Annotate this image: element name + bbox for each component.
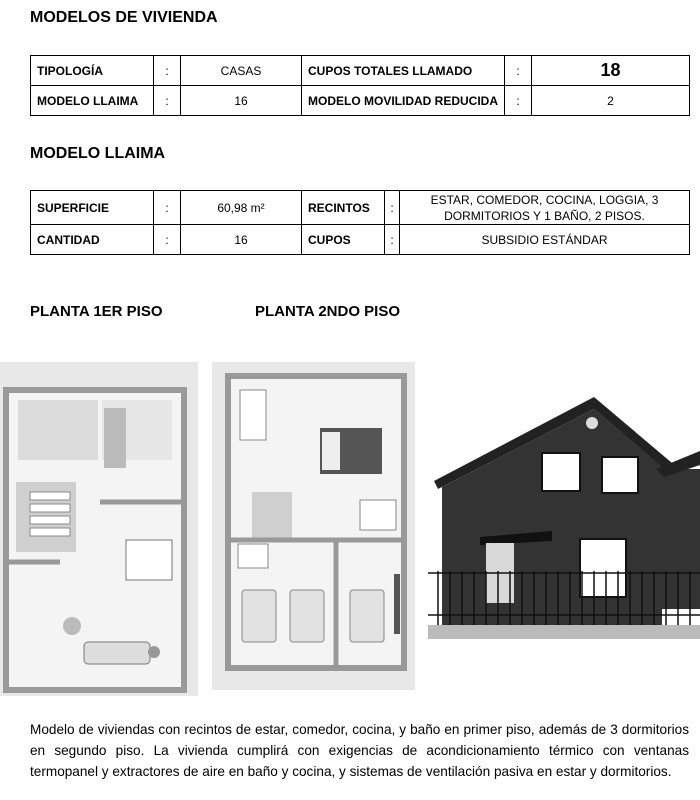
label-cupos: CUPOS	[302, 225, 385, 255]
label-modelo-llaima: MODELO LLAIMA	[31, 86, 154, 116]
table-row	[31, 86, 690, 116]
label-cupos-totales: CUPOS TOTALES LLAMADO	[302, 56, 505, 86]
floor-plan-2nd-floor-image	[212, 362, 415, 690]
separator: :	[505, 56, 532, 86]
separator: :	[385, 225, 400, 255]
value-cupos: SUBSIDIO ESTÁNDAR	[400, 225, 690, 255]
heading-modelos-de-vivienda: MODELOS DE VIVIENDA	[30, 9, 218, 26]
value-tipologia: CASAS	[181, 56, 302, 86]
value-modelo-llaima: 16	[181, 86, 302, 116]
label-movilidad-reducida: MODELO MOVILIDAD REDUCIDA	[302, 86, 505, 116]
value-cantidad: 16	[181, 225, 302, 255]
model-description: Modelo de viviendas con recintos de estar, comedor, cocina, y baño en primer piso, además de 3 dormitorios en segundo piso. La vivienda cumplirá con exigencias de acondicionamiento térmico con ventanas termopanel y extractores de aire en baño y cocina, y sistemas de ventilación pasiva en estar y dormitorios.	[30, 722, 689, 779]
separator: :	[154, 225, 181, 255]
floor-plan-1st-floor-image	[0, 362, 198, 696]
separator: :	[505, 86, 532, 116]
value-superficie: 60,98 m²	[181, 191, 302, 225]
value-cupos-totales: 18	[532, 56, 690, 86]
value-recintos: ESTAR, COMEDOR, COCINA, LOGGIA, 3 DORMITORIOS Y 1 BAÑO, 2 PISOS.	[400, 191, 690, 225]
table-modelo-llaima	[30, 190, 690, 255]
label-cantidad: CANTIDAD	[31, 225, 154, 255]
house-photo	[428, 393, 700, 645]
value-movilidad-reducida: 2	[532, 86, 690, 116]
heading-planta-2ndo-piso: PLANTA 2NDO PISO	[255, 303, 401, 320]
table-row	[31, 56, 690, 86]
separator: :	[154, 191, 181, 225]
label-tipologia: TIPOLOGÍA	[31, 56, 154, 86]
separator: :	[154, 86, 181, 116]
heading-modelo-llaima: MODELO LLAIMA	[30, 145, 166, 162]
table-row	[31, 191, 690, 225]
separator: :	[154, 56, 181, 86]
label-superficie: SUPERFICIE	[31, 191, 154, 225]
separator: :	[385, 191, 400, 225]
heading-planta-1er-piso: PLANTA 1ER PISO	[30, 303, 163, 320]
table-row	[31, 225, 690, 255]
label-recintos: RECINTOS	[302, 191, 385, 225]
table-tipologia	[30, 55, 690, 116]
